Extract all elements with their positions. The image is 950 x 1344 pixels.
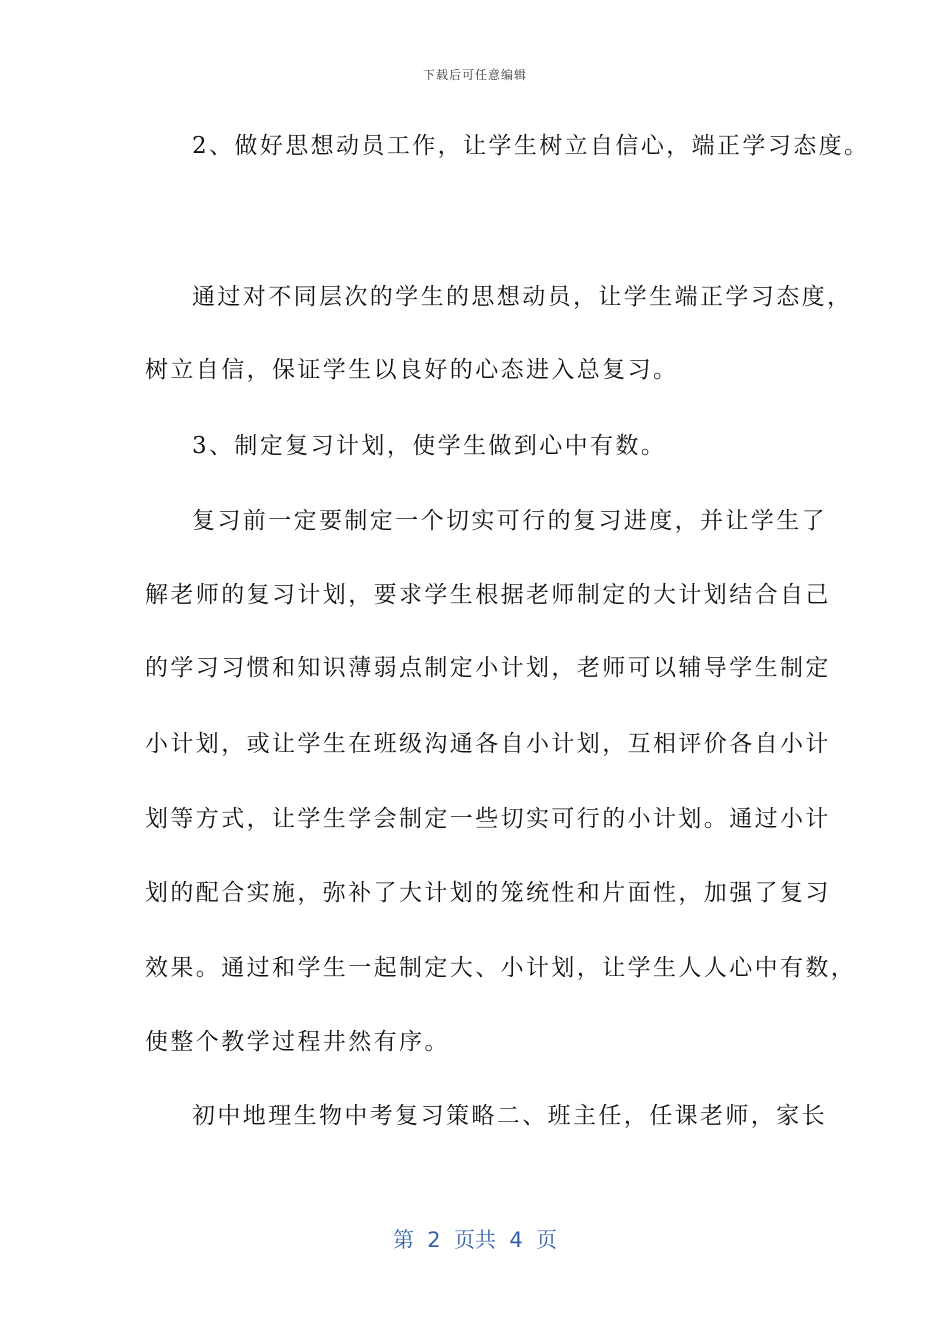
body-line-6: 解老师的复习计划，要求学生根据老师制定的大计划结合自己 (145, 582, 831, 608)
page-number-footer: 第 2 页共 4 页 (392, 1228, 558, 1252)
body-line-2: 通过对不同层次的学生的思想动员，让学生端正学习态度， (192, 284, 853, 310)
body-line-13: 初中地理生物中考复习策略二、班主任，任课老师，家长 (192, 1103, 827, 1129)
body-line-4: 3、制定复习计划，使学生做到心中有数。 (192, 433, 667, 459)
body-line-10: 划的配合实施，弥补了大计划的笼统性和片面性，加强了复习 (145, 880, 831, 906)
body-line-12: 使整个教学过程井然有序。 (145, 1029, 450, 1055)
body-line-11: 效果。通过和学生一起制定大、小计划，让学生人人心中有数， (145, 955, 857, 981)
body-line-8: 小计划，或让学生在班级沟通各自小计划，互相评价各自小计 (145, 731, 831, 757)
body-line-9: 划等方式，让学生学会制定一些切实可行的小计划。通过小计 (145, 806, 831, 832)
body-line-7: 的学习习惯和知识薄弱点制定小计划，老师可以辅导学生制定 (145, 655, 831, 681)
body-line-1: 2、做好思想动员工作，让学生树立自信心，端正学习态度。 (192, 133, 870, 159)
body-line-5: 复习前一定要制定一个切实可行的复习进度，并让学生了 (192, 508, 827, 534)
page-header: 下载后可任意编辑 (422, 68, 527, 82)
body-line-3: 树立自信，保证学生以良好的心态进入总复习。 (145, 357, 679, 383)
